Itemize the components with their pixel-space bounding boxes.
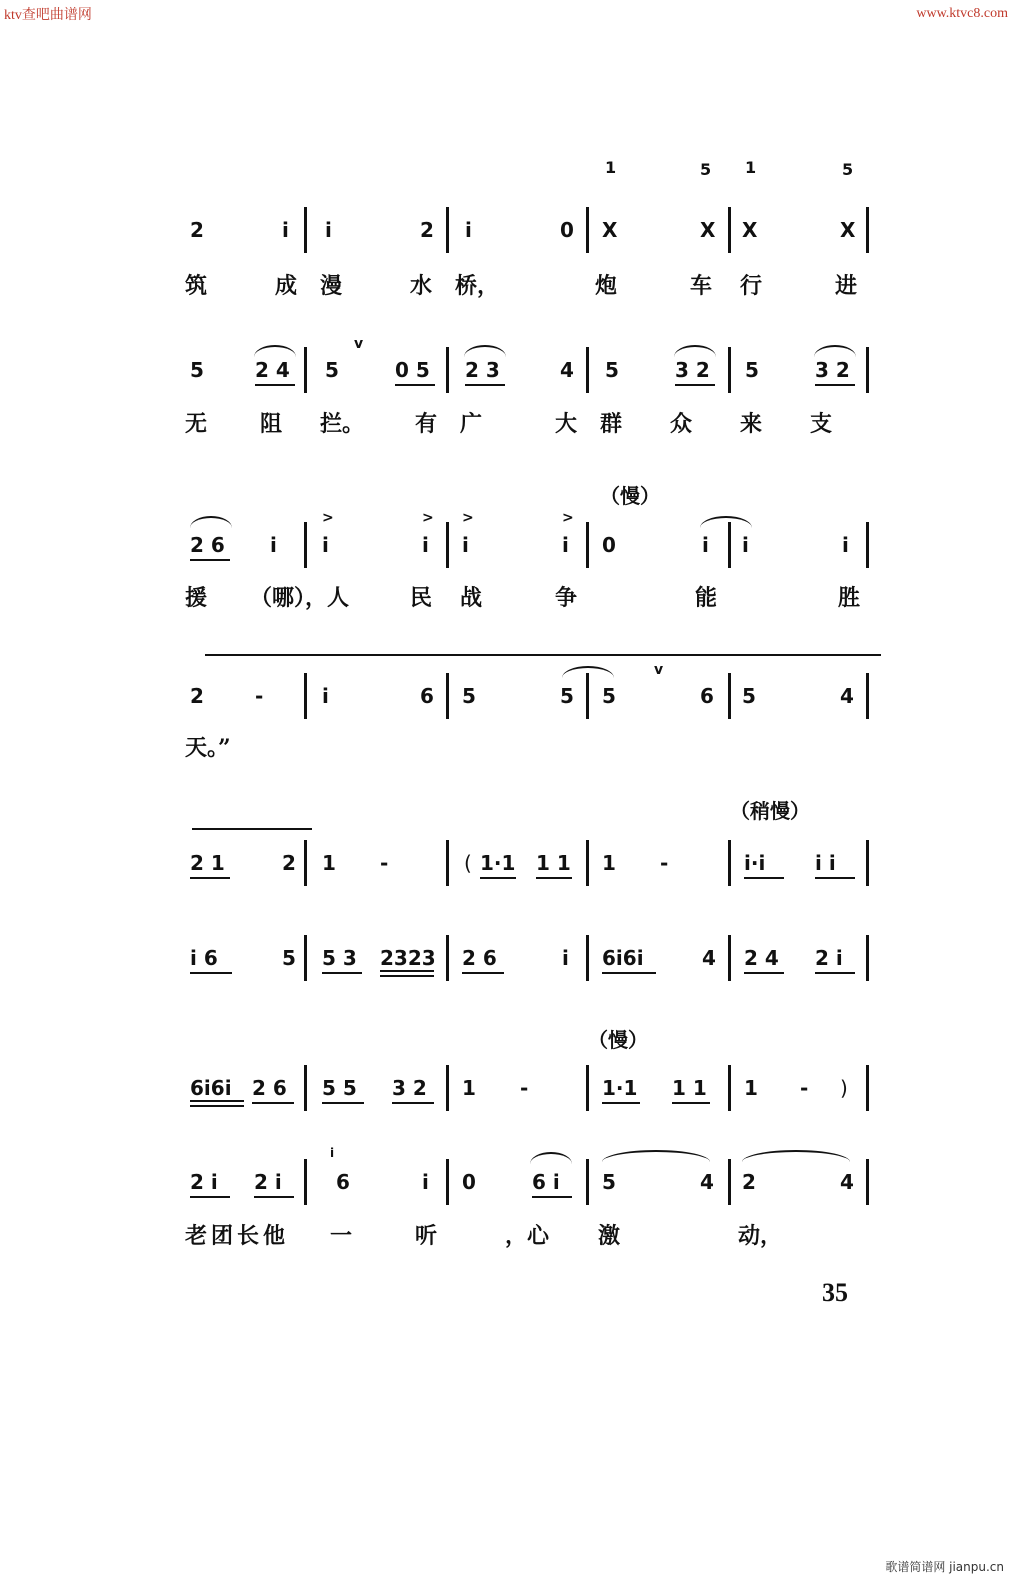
- note: 0: [602, 533, 616, 557]
- note-row: [0, 843, 1024, 883]
- lyric: 行: [740, 273, 763, 299]
- underline: [465, 384, 505, 386]
- note: i: [422, 533, 429, 557]
- note: 2 6: [252, 1076, 287, 1100]
- underline: [672, 1102, 710, 1104]
- note: 2 6: [190, 533, 225, 557]
- barline: [446, 1065, 449, 1111]
- note: 4: [840, 1170, 854, 1194]
- lyric: 进: [835, 273, 858, 299]
- lyric: 激: [598, 1223, 621, 1249]
- lyric: 筑: [185, 273, 208, 299]
- barline: [586, 522, 589, 568]
- underline: [254, 1196, 294, 1198]
- barline: [446, 522, 449, 568]
- note: 2 i: [254, 1170, 282, 1194]
- paren-close: ): [840, 1076, 848, 1100]
- lyric-row: [0, 728, 1024, 768]
- note: 1 1: [536, 851, 571, 875]
- barline: [304, 1159, 307, 1205]
- above-note: 5: [700, 160, 712, 179]
- barline: [586, 935, 589, 981]
- barline: [304, 840, 307, 886]
- barline: [586, 1159, 589, 1205]
- underline: [744, 972, 784, 974]
- barline: [586, 840, 589, 886]
- note: 2 6: [462, 946, 497, 970]
- paren-open: (: [464, 851, 472, 875]
- note: 1·1: [480, 851, 516, 875]
- barline: [866, 935, 869, 981]
- lyric: 众: [670, 411, 693, 437]
- note: -: [380, 851, 389, 875]
- note: 5: [190, 358, 204, 382]
- lyric: 大: [555, 411, 578, 437]
- accent-mark: >: [562, 510, 574, 526]
- tempo-mark: （慢）: [600, 484, 660, 508]
- note: i 6: [190, 946, 218, 970]
- long-slur: [205, 654, 881, 656]
- lyric: 胜: [838, 585, 861, 611]
- note: -: [255, 684, 264, 708]
- lyric: 群: [600, 411, 623, 437]
- lyric: 援: [185, 585, 208, 611]
- note: i: [562, 946, 569, 970]
- note: 5: [462, 684, 476, 708]
- barline: [866, 207, 869, 253]
- tempo-mark: （慢）: [588, 1028, 648, 1052]
- lyric: 广: [460, 411, 483, 437]
- underline: [462, 972, 504, 974]
- underline: [322, 972, 362, 974]
- lyric: 争: [555, 585, 578, 611]
- lyric: 民: [410, 585, 433, 611]
- barline: [586, 673, 589, 719]
- note-row: [0, 1068, 1024, 1108]
- note: 2 i: [190, 1170, 218, 1194]
- note: 5: [605, 358, 619, 382]
- barline: [304, 1065, 307, 1111]
- note: 4: [840, 684, 854, 708]
- note: 1: [602, 851, 616, 875]
- note: 1·1: [602, 1076, 638, 1100]
- long-slur: [192, 828, 312, 830]
- underline: [380, 975, 434, 977]
- barline: [304, 673, 307, 719]
- lyric: 漫: [320, 273, 343, 299]
- underline: [675, 384, 715, 386]
- underline: [395, 384, 435, 386]
- lyric: 车: [690, 273, 713, 299]
- note: 2 i: [815, 946, 843, 970]
- note: 5: [325, 358, 339, 382]
- note: 2: [282, 851, 296, 875]
- note: 1: [744, 1076, 758, 1100]
- note: 4: [560, 358, 574, 382]
- barline: [304, 207, 307, 253]
- note: 3 2: [815, 358, 850, 382]
- barline: [728, 1065, 731, 1111]
- watermark-top-right: www.ktvc8.com: [916, 6, 1008, 21]
- underline: [815, 877, 855, 879]
- slur: [742, 1150, 850, 1162]
- barline: [728, 522, 731, 568]
- lyric: 炮: [595, 273, 618, 299]
- watermark-bottom-right: 歌谱简谱网 jianpu.cn: [885, 1560, 1004, 1574]
- note: 2: [190, 684, 204, 708]
- slur: [602, 1150, 710, 1162]
- underline: [815, 384, 855, 386]
- barline: [446, 347, 449, 393]
- barline: [728, 347, 731, 393]
- barline: [586, 207, 589, 253]
- barline: [728, 207, 731, 253]
- underline: [190, 559, 230, 561]
- underline: [255, 384, 295, 386]
- note: 5: [742, 684, 756, 708]
- barline: [446, 935, 449, 981]
- barline: [304, 347, 307, 393]
- note: 6: [700, 684, 714, 708]
- page-number: 35: [822, 1278, 848, 1307]
- barline: [866, 1065, 869, 1111]
- underline: [815, 972, 855, 974]
- barline: [728, 1159, 731, 1205]
- note: 4: [700, 1170, 714, 1194]
- lyric: 来: [740, 411, 763, 437]
- lyric: 拦。: [320, 411, 365, 437]
- note: i: [562, 533, 569, 557]
- underline: [190, 1196, 230, 1198]
- barline: [446, 673, 449, 719]
- note: 6i6i: [602, 946, 644, 970]
- note: i: [322, 533, 329, 557]
- barline: [728, 840, 731, 886]
- barline: [446, 840, 449, 886]
- barline: [586, 1065, 589, 1111]
- note: 2 3: [465, 358, 500, 382]
- barline: [866, 347, 869, 393]
- note: 6: [336, 1170, 350, 1194]
- note: i: [325, 218, 332, 242]
- barline: [304, 935, 307, 981]
- barline: [304, 522, 307, 568]
- note: 6i6i: [190, 1076, 232, 1100]
- note: 1: [322, 851, 336, 875]
- note: i·i: [744, 851, 766, 875]
- note: 5: [602, 1170, 616, 1194]
- barline: [728, 673, 731, 719]
- note-row: [0, 525, 1024, 565]
- note: i: [282, 218, 289, 242]
- lyric: 无: [185, 411, 208, 437]
- lyric: 战: [460, 585, 483, 611]
- tempo-mark: （稍慢）: [730, 799, 810, 823]
- note: 2: [190, 218, 204, 242]
- note: 5: [602, 684, 616, 708]
- note: 5 5: [322, 1076, 357, 1100]
- lyric: （哪），人: [250, 585, 350, 611]
- underline: [322, 1102, 364, 1104]
- lyric: 老团长他: [185, 1223, 290, 1249]
- lyric: 一: [330, 1223, 353, 1249]
- breath-mark: v: [654, 662, 664, 678]
- note-row: [0, 938, 1024, 978]
- barline: [728, 935, 731, 981]
- note: 2 1: [190, 851, 225, 875]
- lyric: 动，: [738, 1223, 783, 1249]
- lyric-row: [0, 1216, 1024, 1256]
- note: 6: [420, 684, 434, 708]
- underline: [380, 970, 434, 972]
- note: X: [742, 218, 758, 242]
- note: X: [840, 218, 856, 242]
- underline: [190, 1100, 244, 1102]
- lyric: 能: [695, 585, 718, 611]
- note: 1: [462, 1076, 476, 1100]
- above-note: 1: [745, 158, 757, 177]
- note: i: [462, 533, 469, 557]
- above-note: 5: [842, 160, 854, 179]
- note: 4: [702, 946, 716, 970]
- underline: [190, 1105, 244, 1107]
- accent-mark: >: [422, 510, 434, 526]
- note: i: [270, 533, 277, 557]
- underline: [480, 877, 516, 879]
- underline: [602, 1102, 640, 1104]
- lyric: 桥，: [455, 273, 500, 299]
- note: -: [660, 851, 669, 875]
- note: i: [742, 533, 749, 557]
- note-row: [0, 676, 1024, 716]
- underline: [252, 1102, 294, 1104]
- note: -: [800, 1076, 809, 1100]
- underline: [532, 1196, 572, 1198]
- accent-mark: >: [462, 510, 474, 526]
- lyric: 支: [810, 411, 833, 437]
- barline: [586, 347, 589, 393]
- note: 5: [282, 946, 296, 970]
- note: -: [520, 1076, 529, 1100]
- note: i: [842, 533, 849, 557]
- barline: [866, 522, 869, 568]
- note: X: [700, 218, 716, 242]
- watermark-top-left: ktv查吧曲谱网: [4, 8, 92, 23]
- lyric-row: [0, 266, 1024, 306]
- note: i i: [815, 851, 836, 875]
- lyric: 水: [410, 273, 433, 299]
- lyric: 成: [275, 273, 298, 299]
- note: X: [602, 218, 618, 242]
- barline: [446, 1159, 449, 1205]
- note: 6 i: [532, 1170, 560, 1194]
- underline: [392, 1102, 434, 1104]
- lyric: 天。”: [185, 735, 231, 761]
- note: 3 2: [675, 358, 710, 382]
- lyric-row: [0, 404, 1024, 444]
- note: 2: [742, 1170, 756, 1194]
- underline: [536, 877, 572, 879]
- barline: [866, 840, 869, 886]
- note: 5 3: [322, 946, 357, 970]
- note: 2: [420, 218, 434, 242]
- note: 3 2: [392, 1076, 427, 1100]
- underline: [190, 877, 230, 879]
- lyric: 听: [415, 1223, 438, 1249]
- note: 5: [560, 684, 574, 708]
- lyric: 阻: [260, 411, 283, 437]
- note: 2 4: [255, 358, 290, 382]
- lyric: 有: [415, 411, 438, 437]
- note-row: [0, 210, 1024, 250]
- note: 0: [462, 1170, 476, 1194]
- underline: [602, 972, 656, 974]
- accent-mark: >: [322, 510, 334, 526]
- underline: [190, 972, 232, 974]
- note: 1 1: [672, 1076, 707, 1100]
- note: 0 5: [395, 358, 430, 382]
- breath-mark: v: [354, 336, 364, 352]
- lyric-row: [0, 578, 1024, 618]
- note: i: [702, 533, 709, 557]
- note: 2323: [380, 946, 436, 970]
- note: 2 4: [744, 946, 779, 970]
- above-note: 1: [605, 158, 617, 177]
- note: i: [465, 218, 472, 242]
- barline: [866, 1159, 869, 1205]
- note: i: [422, 1170, 429, 1194]
- underline: [744, 877, 784, 879]
- note: 5: [745, 358, 759, 382]
- barline: [446, 207, 449, 253]
- note-row: [0, 350, 1024, 390]
- grace-note: i: [330, 1146, 335, 1160]
- note-row: [0, 1162, 1024, 1202]
- note: 0: [560, 218, 574, 242]
- note: i: [322, 684, 329, 708]
- barline: [866, 673, 869, 719]
- lyric: ，心: [505, 1223, 550, 1249]
